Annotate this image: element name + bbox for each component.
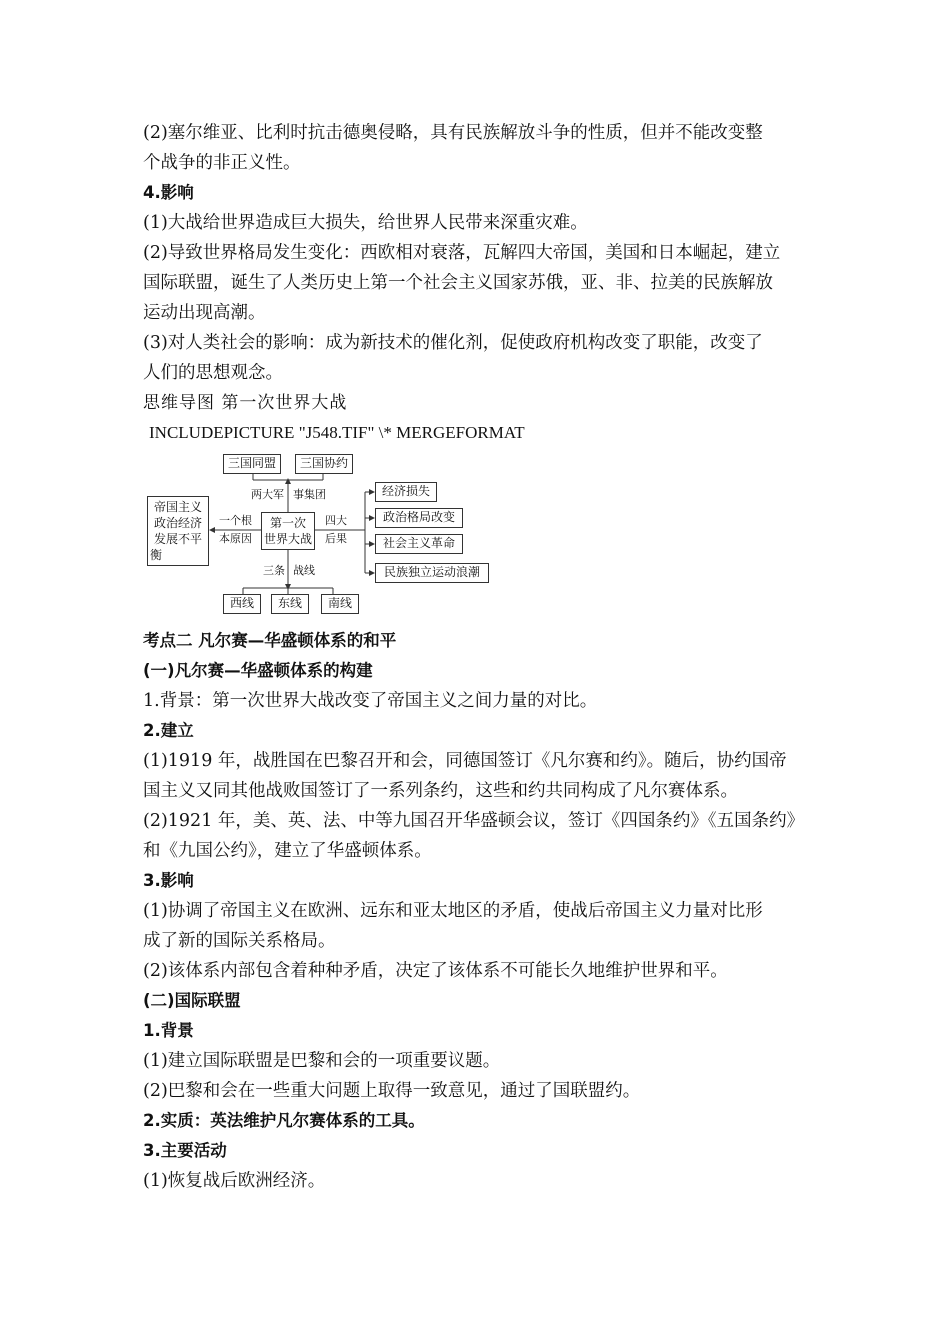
section-heading: 2.建立 <box>143 721 194 740</box>
subsection-heading: (二)国际联盟 <box>143 991 241 1010</box>
label-three-fronts-b: 战线 <box>293 564 315 577</box>
document-page <box>143 118 813 1196</box>
text-line: 成了新的国际关系格局。 <box>143 931 336 951</box>
box-political-change: 政治格局改变 <box>375 508 463 528</box>
text-line: 人们的思想观念。 <box>143 363 283 383</box>
section-heading: 4.影响 <box>143 183 194 202</box>
box-root-cause <box>147 496 209 566</box>
box-national-independence: 民族独立运动浪潮 <box>375 563 489 583</box>
text-line: 和《九国公约》，建立了华盛顿体系。 <box>143 841 432 861</box>
text-line: (1)1919 年，战胜国在巴黎召开和会，同德国签订《凡尔赛和约》。随后，协约国帝 <box>143 751 787 771</box>
text-line: 国际联盟，诞生了人类历史上第一个社会主义国家苏俄，亚、非、拉美的民族解放 <box>143 273 773 293</box>
section-heading: 2.实质：英法维护凡尔赛体系的工具。 <box>143 1111 425 1130</box>
root-cause-line: 衡 <box>150 548 163 562</box>
text-line: (3)对人类社会的影响：成为新技术的催化剂，促使政府机构改变了职能，改变了 <box>143 333 763 353</box>
box-southern-front: 南线 <box>321 594 359 614</box>
center-node-line: 世界大战 <box>263 532 312 546</box>
section-heading: 3.主要活动 <box>143 1141 227 1160</box>
box-economic-loss: 经济损失 <box>375 482 437 502</box>
text-line: (2)该体系内部包含着种种矛盾，决定了该体系不可能长久地维护世界和平。 <box>143 961 728 981</box>
label-two-blocs-a: 两大军 <box>251 488 284 501</box>
text-line: 国主义又同其他战败国签订了一系列条约，这些和约共同构成了凡尔赛体系。 <box>143 781 738 801</box>
text-line: (2)巴黎和会在一些重大问题上取得一致意见，通过了国联盟约。 <box>143 1081 641 1101</box>
text-line: (1)建立国际联盟是巴黎和会的一项重要议题。 <box>143 1051 501 1071</box>
label-consequences-a: 四大 <box>325 514 347 527</box>
mindmap-diagram <box>143 448 503 624</box>
text-line: 1.背景：第一次世界大战改变了帝国主义之间力量的对比。 <box>143 691 598 711</box>
label-two-blocs-b: 事集团 <box>293 488 326 501</box>
center-node <box>261 512 315 550</box>
root-cause-line: 发展不平 <box>153 532 202 546</box>
text-line: (2)1921 年，美、英、法、中等九国召开华盛顿会议，签订《四国条约》《五国条约》 <box>143 811 805 831</box>
subsection-heading: (一)凡尔赛—华盛顿体系的构建 <box>143 661 373 680</box>
label-consequences-b: 后果 <box>325 532 347 545</box>
text-line: (2)塞尔维亚、比利时抗击德奥侵略，具有民族解放斗争的性质，但并不能改变整 <box>143 123 763 143</box>
section-heading: 3.影响 <box>143 871 194 890</box>
section-heading: 1.背景 <box>143 1021 194 1040</box>
box-western-front: 西线 <box>223 594 261 614</box>
box-triple-entente: 三国协约 <box>295 454 353 474</box>
root-cause-line: 政治经济 <box>153 516 202 530</box>
label-root-cause-a: 一个根 <box>219 514 252 527</box>
field-code: INCLUDEPICTURE "J548.TIF" \* MERGEFORMAT <box>149 423 525 442</box>
mindmap-title: 思维导图 第一次世界大战 <box>143 393 348 413</box>
label-three-fronts-a: 三条 <box>263 564 285 577</box>
text-line: 运动出现高潮。 <box>143 303 266 323</box>
section-title: 考点二 凡尔赛—华盛顿体系的和平 <box>143 631 397 650</box>
center-node-line: 第一次 <box>269 516 306 530</box>
box-triple-alliance: 三国同盟 <box>223 454 281 474</box>
box-socialist-revolution: 社会主义革命 <box>375 534 463 554</box>
text-line: (2)导致世界格局发生变化：西欧相对衰落，瓦解四大帝国，美国和日本崛起，建立 <box>143 243 781 263</box>
text-line: (1)恢复战后欧洲经济。 <box>143 1171 326 1191</box>
label-root-cause-b: 本原因 <box>219 532 252 545</box>
text-line: (1)大战给世界造成巨大损失，给世界人民带来深重灾难。 <box>143 213 588 233</box>
box-eastern-front: 东线 <box>271 594 309 614</box>
root-cause-line: 帝国主义 <box>153 500 202 514</box>
text-line: 个战争的非正义性。 <box>143 153 301 173</box>
text-line: (1)协调了帝国主义在欧洲、远东和亚太地区的矛盾，使战后帝国主义力量对比形 <box>143 901 763 921</box>
